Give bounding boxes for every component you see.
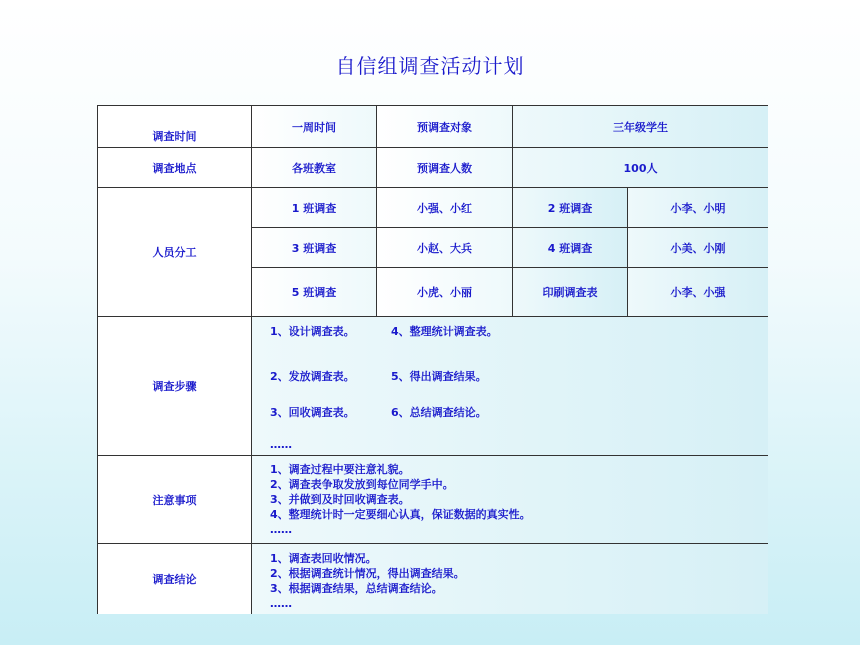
staff-task: 3 班调查: [252, 228, 377, 268]
page-title: 自信组调查活动计划: [335, 54, 525, 78]
time-value: 一周时间: [252, 106, 377, 148]
staff-task: 5 班调查: [252, 268, 377, 317]
target-label: 预调查对象: [377, 106, 513, 148]
notes-label: 注意事项: [98, 456, 252, 544]
note-item: 3、并做到及时回收调查表。: [270, 493, 410, 506]
staff-people: 小赵、大兵: [377, 228, 513, 268]
staff-task: 2 班调查: [513, 188, 628, 228]
staff-task: 印刷调查表: [513, 268, 628, 317]
conclusion-item: 3、根据调查结果，总结调查结论。: [270, 582, 443, 595]
staff-people: 小李、小明: [628, 188, 768, 228]
note-item: 4、整理统计时一定要细心认真，保证数据的真实性。: [270, 508, 531, 521]
note-item: 2、调查表争取发放到每位同学手中。: [270, 478, 454, 491]
place-value: 各班教室: [252, 148, 377, 188]
time-label: 调查时间: [98, 106, 252, 148]
step-item: 2、发放调查表。: [270, 370, 355, 383]
conclusion-item: ……: [270, 597, 292, 610]
conclusion-list: [270, 551, 465, 611]
plan-table: [97, 105, 768, 614]
step-item: 5、得出调查结果。: [391, 370, 487, 383]
staff-label: 人员分工: [98, 188, 252, 317]
staff-task: 4 班调查: [513, 228, 628, 268]
note-item: ……: [270, 523, 292, 536]
notes-list: [270, 462, 531, 537]
count-label: 预调查人数: [377, 148, 513, 188]
conclusion-label: 调查结论: [98, 544, 252, 614]
target-value: 三年级学生: [513, 106, 768, 148]
staff-people: 小虎、小丽: [377, 268, 513, 317]
staff-task: 1 班调查: [252, 188, 377, 228]
steps-label: 调查步骤: [98, 317, 252, 456]
step-more: ……: [270, 438, 292, 451]
staff-people: 小强、小红: [377, 188, 513, 228]
place-label: 调查地点: [98, 148, 252, 188]
note-item: 1、调查过程中要注意礼貌。: [270, 463, 410, 476]
step-item: 3、回收调查表。: [270, 406, 355, 419]
step-item: 1、设计调查表。: [270, 325, 355, 338]
step-item: 4、整理统计调查表。: [391, 325, 498, 338]
step-item: 6、总结调查结论。: [391, 406, 487, 419]
conclusion-item: 2、根据调查统计情况，得出调查结果。: [270, 567, 465, 580]
count-value: 100人: [513, 148, 768, 188]
staff-people: 小美、小刚: [628, 228, 768, 268]
staff-people: 小李、小强: [628, 268, 768, 317]
conclusion-item: 1、调查表回收情况。: [270, 552, 377, 565]
